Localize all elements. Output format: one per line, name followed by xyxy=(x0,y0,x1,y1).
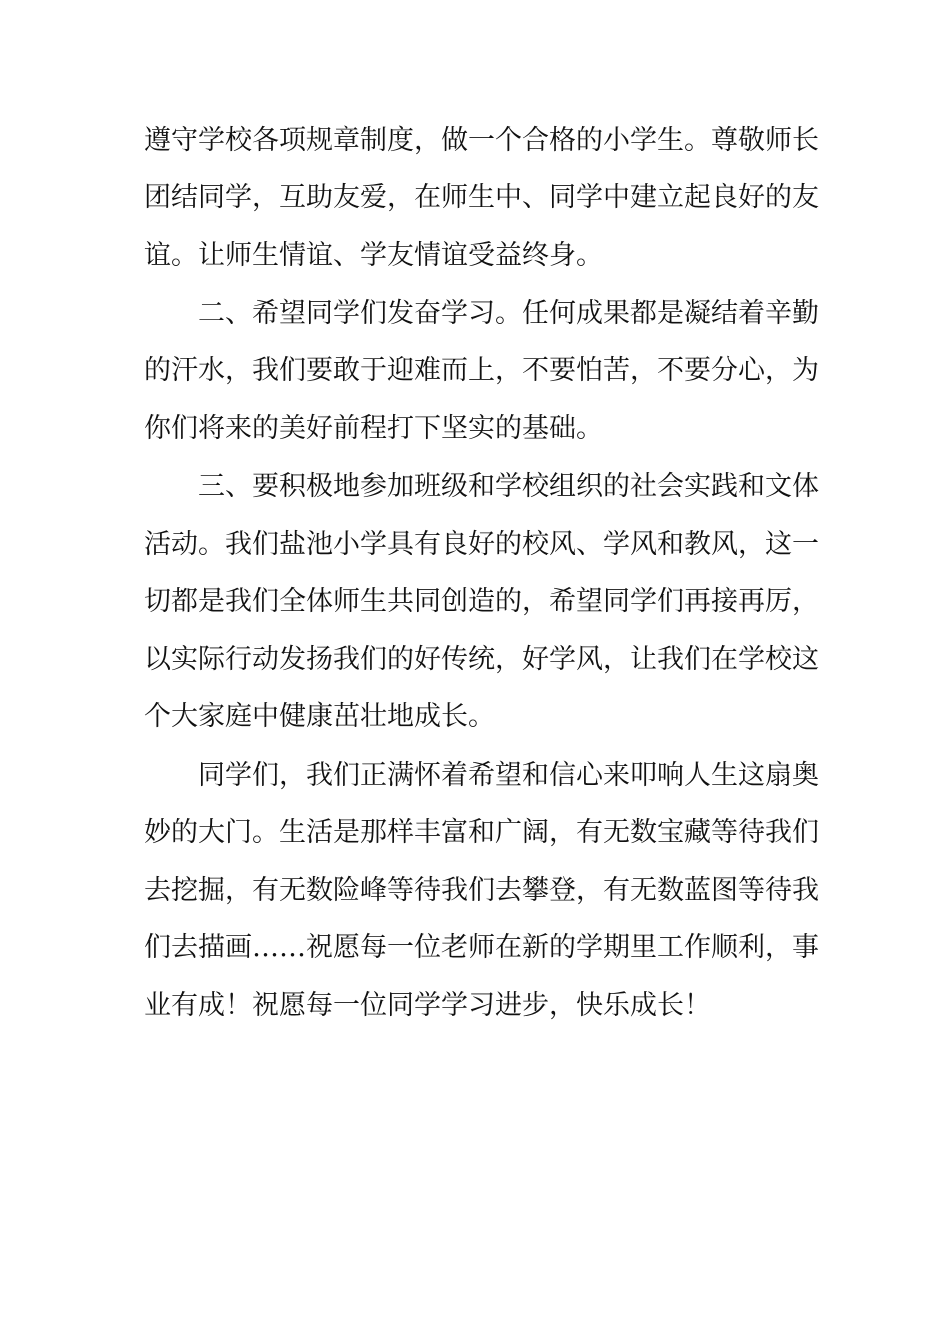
paragraph-line: 妙的大门。生活是那样丰富和广阔，有无数宝藏等待我们 xyxy=(144,817,819,848)
paragraph-line: 的汗水，我们要敢于迎难而上，不要怕苦，不要分心，为 xyxy=(144,355,819,386)
paragraph-line: 谊。让师生情谊、学友情谊受益终身。 xyxy=(144,240,603,271)
paragraph-line: 同学们，我们正满怀着希望和信心来叩响人生这扇奥 xyxy=(198,760,819,791)
paragraph-line: 以实际行动发扬我们的好传统，好学风，让我们在学校这 xyxy=(144,644,819,675)
paragraph-line: 二、希望同学们发奋学习。任何成果都是凝结着辛勤 xyxy=(198,298,819,329)
paragraph-line: 团结同学，互助友爱，在师生中、同学中建立起良好的友 xyxy=(144,182,819,213)
paragraph-line: 遵守学校各项规章制度，做一个合格的小学生。尊敬师长 xyxy=(144,125,819,156)
paragraph-line: 你们将来的美好前程打下坚实的基础。 xyxy=(144,413,603,444)
paragraph-line: 三、要积极地参加班级和学校组织的社会实践和文体 xyxy=(198,471,819,502)
paragraph-line: 切都是我们全体师生共同创造的，希望同学们再接再厉， xyxy=(144,586,819,617)
paragraph-line: 去挖掘，有无数险峰等待我们去攀登，有无数蓝图等待我 xyxy=(144,875,819,906)
paragraph-line: 们去描画……祝愿每一位老师在新的学期里工作顺利，事 xyxy=(144,932,819,963)
paragraph-line: 活动。我们盐池小学具有良好的校风、学风和教风，这一 xyxy=(144,529,819,560)
paragraph-line: 个大家庭中健康茁壮地成长。 xyxy=(144,701,495,732)
paragraph-line: 业有成！祝愿每一位同学学习进步，快乐成长！ xyxy=(144,990,711,1021)
